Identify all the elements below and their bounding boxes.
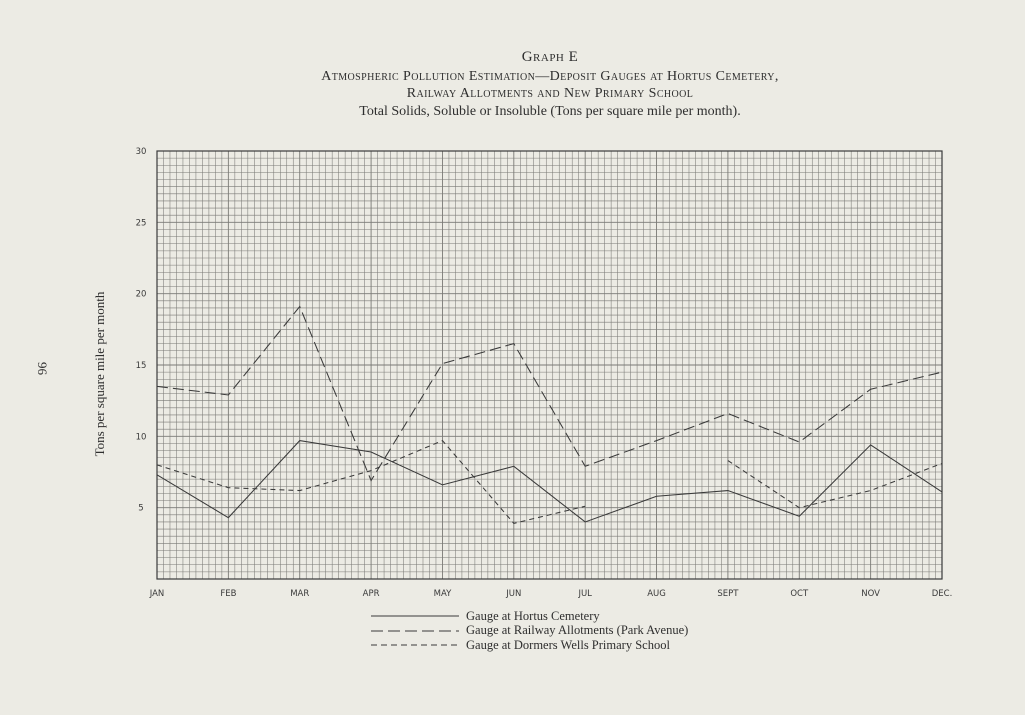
legend-line-solid: [371, 613, 461, 619]
chart-subtitle: Total Solids, Soluble or Insoluble (Tons per square mile per month).: [359, 104, 741, 119]
chart-title-line2: Railway Allotments and New Primary School: [406, 86, 694, 101]
y-tick-label: 25: [135, 218, 147, 229]
x-tick-label: JAN: [149, 589, 165, 599]
x-tick-label: MAR: [290, 589, 310, 599]
legend-label-hortus: Gauge at Hortus Cemetery: [466, 608, 600, 623]
series-line-0: [157, 441, 942, 522]
chart-title: Atmospheric Pollution Estimation—Deposit Gauges at Hortus Cemetery,: [321, 69, 779, 84]
x-tick-label: OCT: [790, 589, 809, 599]
x-tick-label: JUL: [578, 589, 592, 599]
legend-item-dormers: [371, 638, 688, 653]
x-tick-label: APR: [362, 589, 380, 599]
legend-label-railway: Gauge at Railway Allotments (Park Avenue): [466, 623, 689, 638]
y-tick-label: 5: [138, 503, 144, 514]
legend-item-railway: [371, 624, 688, 639]
y-tick-label: 10: [135, 432, 147, 443]
page-number: 96: [35, 362, 50, 375]
chart-axes: [136, 147, 953, 599]
y-axis-label: Tons per square mile per month: [92, 291, 107, 457]
legend-item-hortus: [371, 609, 688, 624]
y-tick-label: 30: [135, 147, 147, 157]
y-tick-label: 15: [135, 361, 147, 371]
x-tick-label: AUG: [647, 589, 666, 599]
legend: [371, 609, 688, 653]
x-tick-label: NOV: [861, 589, 880, 599]
x-tick-label: MAY: [433, 589, 452, 599]
legend-line-short-dash: [371, 642, 461, 648]
legend-label-dormers: Gauge at Dormers Wells Primary School: [466, 637, 670, 652]
legend-line-long-dash: [371, 628, 461, 634]
x-tick-label: FEB: [220, 589, 237, 599]
x-tick-label: DEC.: [931, 589, 953, 599]
x-tick-label: JUN: [506, 589, 522, 599]
graph-label: Graph E: [521, 49, 579, 65]
x-tick-label: SEPT: [717, 589, 739, 599]
y-tick-label: 20: [135, 289, 147, 300]
